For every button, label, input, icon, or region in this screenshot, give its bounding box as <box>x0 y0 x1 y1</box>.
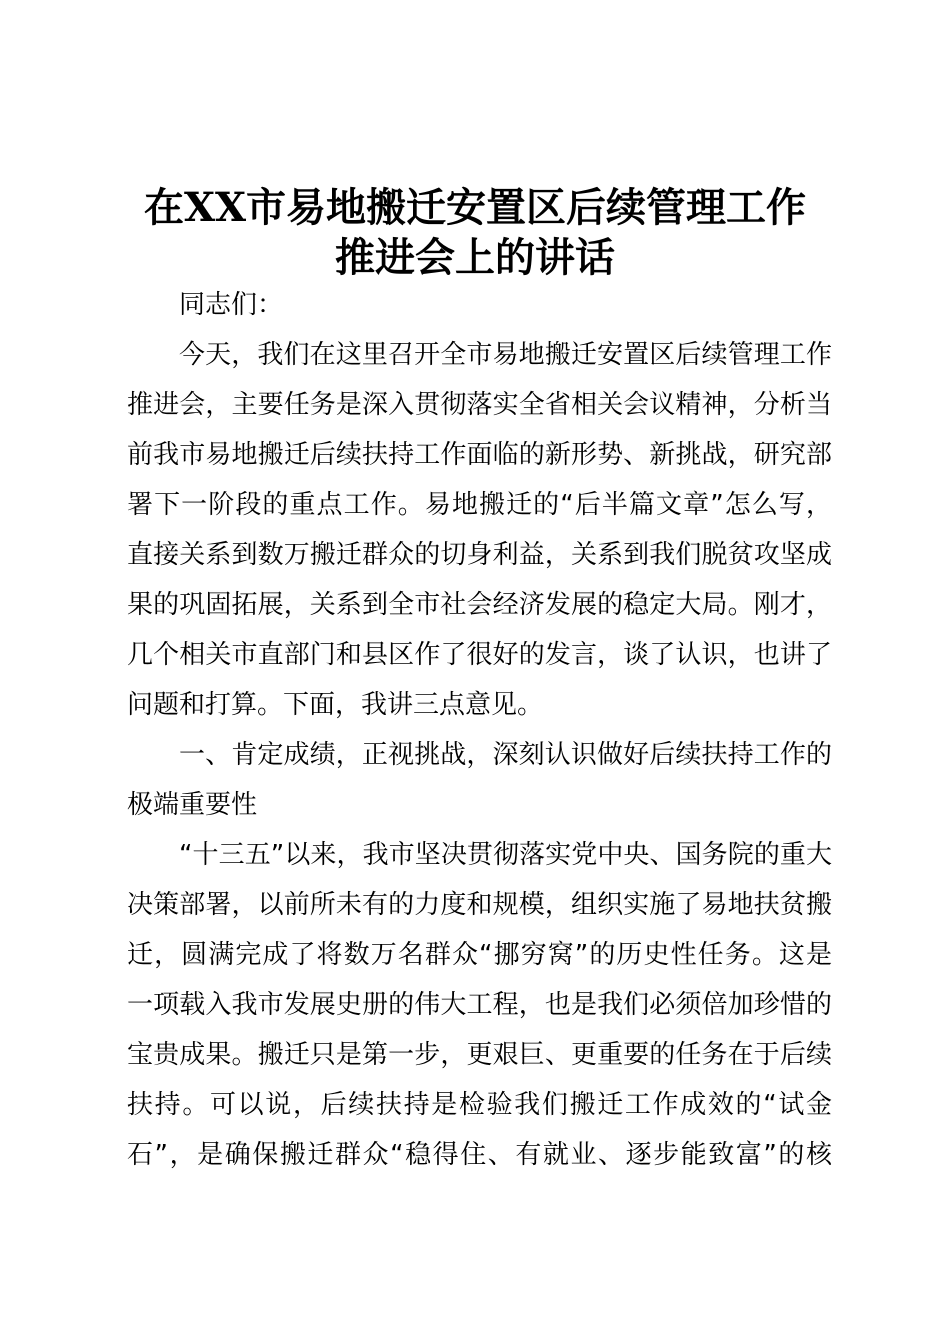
paragraph-2-line-1: “十三五”以来，我市坚决贯彻落实党中央、国务院的重大 <box>179 840 832 870</box>
paragraph-2-line-4: 一项载入我市发展史册的伟大工程，也是我们必须倍加珍惜的 <box>127 990 832 1020</box>
paragraph-2-line-2: 决策部署，以前所未有的力度和规模，组织实施了易地扶贫搬 <box>127 890 832 920</box>
paragraph-1-line-5: 直接关系到数万搬迁群众的切身利益，关系到我们脱贫攻坚成 <box>127 540 832 570</box>
paragraph-1-line-6: 果的巩固拓展，关系到全市社会经济发展的稳定大局。刚才， <box>127 590 832 620</box>
paragraph-2-line-3: 迁，圆满完成了将数万名群众“挪穷窝”的历史性任务。这是 <box>127 940 832 970</box>
paragraph-1-line-7: 几个相关市直部门和县区作了很好的发言，谈了认识，也讲了 <box>127 640 832 670</box>
salutation: 同志们： <box>179 290 284 320</box>
section-heading-1-line-2: 极端重要性 <box>127 790 258 820</box>
paragraph-1-line-1: 今天，我们在这里召开全市易地搬迁安置区后续管理工作 <box>179 340 832 370</box>
paragraph-2-line-6: 扶持。可以说，后续扶持是检验我们搬迁工作成效的“试金 <box>127 1090 832 1120</box>
document-title-line-1: 在XX市易地搬迁安置区后续管理工作 <box>143 184 807 231</box>
paragraph-1-line-8: 问题和打算。下面，我讲三点意见。 <box>127 690 544 720</box>
paragraph-1-line-2: 推进会，主要任务是深入贯彻落实全省相关会议精神，分析当 <box>127 390 832 420</box>
document-title-line-2: 推进会上的讲话 <box>335 234 615 281</box>
paragraph-1-line-4: 署下一阶段的重点工作。易地搬迁的“后半篇文章”怎么写， <box>127 490 832 520</box>
paragraph-2-line-7: 石”，是确保搬迁群众“稳得住、有就业、逐步能致富”的核 <box>127 1140 832 1170</box>
paragraph-2-line-5: 宝贵成果。搬迁只是第一步，更艰巨、更重要的任务在于后续 <box>127 1040 832 1070</box>
paragraph-1-line-3: 前我市易地搬迁后续扶持工作面临的新形势、新挑战，研究部 <box>127 440 832 470</box>
section-heading-1-line-1: 一、肯定成绩，正视挑战，深刻认识做好后续扶持工作的 <box>179 740 832 770</box>
